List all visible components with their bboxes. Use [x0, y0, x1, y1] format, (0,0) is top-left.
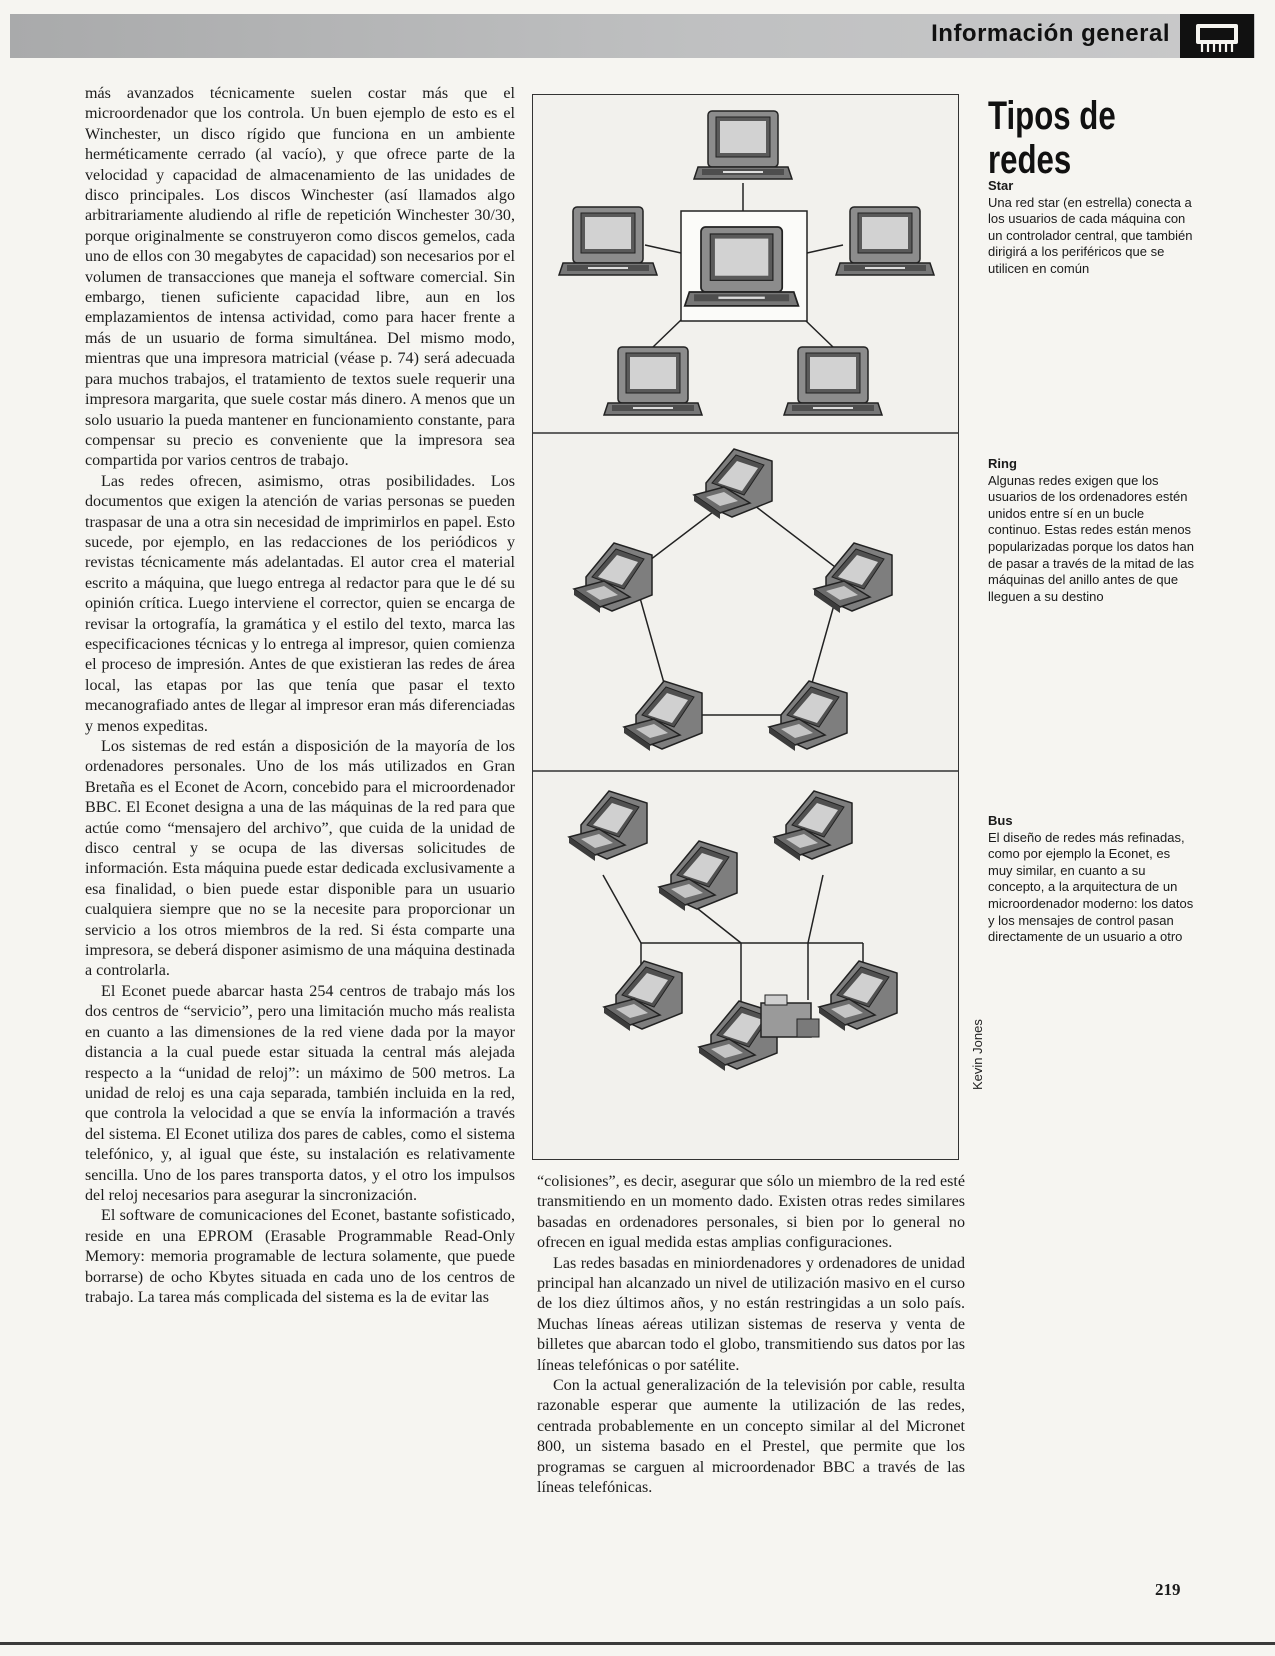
caption-ring: [988, 456, 1198, 605]
caption-text: Algunas redes exigen que los usuarios de los ordenadores estén unidos entre sí en un bucle continuo. Estas redes están menos popularizadas porque los datos han de pasar a través de la mitad de las máquinas del anillo antes de que lleguen a su destino: [988, 472, 1194, 604]
caption-heading: Ring: [988, 456, 1017, 471]
chip-logo-icon: [1180, 14, 1254, 58]
illustration-credit: Kevin Jones: [970, 1019, 985, 1090]
body-column-right: [537, 1172, 965, 1499]
paragraph: Los sistemas de red están a disposición de la mayoría de los ordenadores personales. Uno de los más utilizados en Gran Bretaña es el Econet de Acorn, concebido para el microordenador BBC. El Econet designa a una de las máquinas de la red para que actúe como “mensajero del archivo”, que cuida de la unidad de disco central y se ocupa de las diversas solicitudes de información. Esta máquina puede estar dedicada exclusivamente a esa finalidad, o bien puede estar disponible para un usuario cualquiera siempre que no se la necesite para proporcionar un servicio a los otros miembros de la red. Si ésta comparte una impresora, se deberá disponer asimismo de una máquina destinada a controlarla.: [85, 738, 515, 980]
caption-heading: Bus: [988, 813, 1013, 828]
section-title: Información general: [931, 20, 1170, 47]
star-network: [559, 111, 934, 415]
bus-network: [569, 791, 897, 1071]
paragraph: El software de comunicaciones del Econet, bastante sofisticado, reside en una EPROM (Erasable Programmable Read-Only Memory: memoria programable de lectura solamente, que puede borrarse) de ocho Kbytes situada en cada uno de los centros de trabajo. La tarea más complicada del sistema es la de evitar las: [85, 1207, 515, 1306]
paragraph: “colisiones”, es decir, asegurar que sólo un miembro de la red esté transmitiendo en un momento dado. Existen otras redes similares basadas en ordenadores personales, si bien por lo general no ofrecen en igual medida estas amplias configuraciones.: [537, 1173, 965, 1252]
caption-text: Una red star (en estrella) conecta a los usuarios de cada máquina con un controlador central, que también dirigirá a los periféricos que se utilicen en común: [988, 194, 1193, 276]
paragraph: Las redes ofrecen, asimismo, otras posibilidades. Los documentos que exigen la atención de varias personas se pueden traspasar de una a otra sin necesidad de imprimirlos en papel. Esto sucede, por ejemplo, en las redacciones de los periódicos y revistas técnicamente más adelantadas. El autor crea el material escrito a máquina, que luego entrega al redactor para que le dé su opinión crítica. Luego interviene el corrector, quien se encarga de revisar la ortografía, la gramática y el estilo del texto, marca las especificaciones técnicas y lo entrega al impresor, quien comienza el proceso de impresión. Antes de que existieran las redes de área local, las etapas por las que tenía que pasar el texto mecanografiado antes de llegar al impresor eran más diferenciadas y menos expeditas.: [85, 472, 515, 735]
network-diagram: [533, 95, 958, 1159]
network-types-figure: [532, 94, 959, 1160]
paragraph: más avanzados técnicamente suelen costar más que el microordenador que los controla. Un buen ejemplo de esto es el Winchester, un disco rígido que funciona en un ambiente herméticamente cerrado (al vacío), y que ofrece parte de la velocidad y capacidad de almacenamiento de las unidades de disco principales. Los discos Winchester (así llamados algo arbitrariamente aludiendo al rifle de repetición Winchester 30/30, porque originalmente se construyeron como discos gemelos, cada uno de ellos con 30 megabytes de capacidad) son necesarios por el volumen de transacciones que maneja el software comercial. Sin embargo, tienen suficiente capacidad libre, aun en los emplazamientos de intensa actividad, como para hacer frente a más de un usuario de forma simultánea. Del mismo modo, mientras que una impresora matricial (véase p. 74) será adecuada para muchos trabajos, el tratamiento de textos suele requerir una impresora margarita, que suele costar más dinero. A menos que un solo usuario la pueda mantener en funcionamiento constante, para compensar su precio es conveniente que la impresora sea compartida por varios centros de trabajo.: [85, 85, 515, 470]
caption-text: El diseño de redes más refinadas, como por ejemplo la Econet, es muy similar, en cuanto a su concepto, a la arquitectura de un microordenador moderno: los datos y los mensajes de control pasan directamente de un usuario a otro: [988, 829, 1194, 945]
sidebar-title: [988, 94, 1191, 182]
ring-network: [574, 449, 892, 751]
printer-icon: [761, 995, 819, 1037]
page-number: 219: [1155, 1580, 1181, 1599]
body-column-left: [85, 84, 515, 1308]
paragraph: Las redes basadas en miniordenadores y ordenadores de unidad principal han alcanzado un nivel de utilización masivo en el curso de los diez últimos años, y no están restringidas a un solo país. Muchas líneas aéreas utilizan sistemas de reserva y venta de billetes que abarcan todo el globo, transmitiendo sus datos por las líneas telefónicas o por satélite.: [537, 1254, 965, 1374]
caption-star: [988, 178, 1198, 278]
sidebar-title-line: Tipos de: [988, 94, 1116, 138]
caption-heading: Star: [988, 178, 1014, 193]
caption-bus: [988, 813, 1198, 946]
sidebar-title-line: redes: [988, 138, 1072, 182]
paragraph: Con la actual generalización de la televisión por cable, resulta razonable esperar que aumente la utilización de las redes, centrada probablemente en un concepto similar al del Micronet 800, un sistema basado en el Prestel, que permite que los programas se carguen al microordenador BBC a través de las líneas telefónicas.: [537, 1377, 965, 1497]
footer-rule: [0, 1642, 1275, 1645]
paragraph: El Econet puede abarcar hasta 254 centros de trabajo más los dos centros de “servicio”, pero una limitación mucho más realista en cuanto a las dimensiones de la red viene dada por la mayor distancia a la cual puede estar situada la central más alejada respecto a la “unidad de reloj”: un máximo de 500 metros. La unidad de reloj es una caja separada, también incluida en la red, que controla la velocidad a que se envía la información a través del sistema. El Econet utiliza dos pares de cables, como el sistema telefónico, y, al igual que éste, su instalación es relativamente sencilla. Uno de los pares transporta datos, y el otro los impulsos del reloj necesarios para asegurar la sincronización.: [85, 982, 515, 1204]
